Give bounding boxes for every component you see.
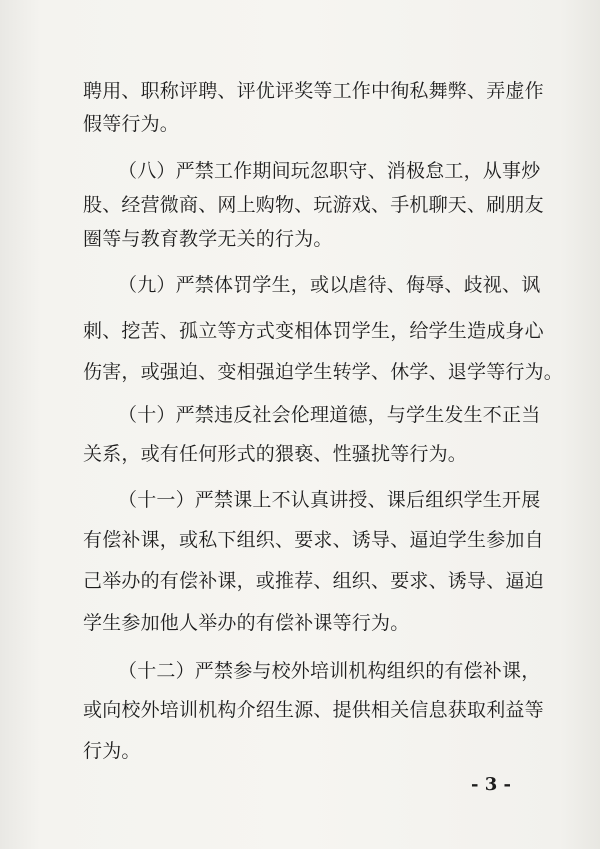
text-line: 股、经营微商、网上购物、玩游戏、手机聊天、刷朋友 [83,194,544,216]
text-line: （十一）严禁课上不认真讲授、课后组织学生开展 [118,489,541,511]
page-number: - 3 - [471,774,511,795]
text-line: 假等行为。 [83,113,180,135]
text-line: 学生参加他人举办的有偿补课等行为。 [83,612,410,634]
text-line: 或向校外培训机构介绍生源、提供相关信息获取利益等 [83,699,544,721]
text-line: （八）严禁工作期间玩忽职守、消极怠工，从事炒 [118,160,541,182]
text-line: （十二）严禁参与校外培训机构组织的有偿补课， [118,660,541,682]
text-line: （十）严禁违反社会伦理道德，与学生发生不正当 [118,404,541,426]
text-line: 有偿补课，或私下组织、要求、诱导、逼迫学生参加自 [83,529,544,551]
text-line: （九）严禁体罚学生，或以虐待、侮辱、歧视、讽 [118,274,541,296]
text-line: 行为。 [83,740,141,762]
text-line: 关系，或有任何形式的猥亵、性骚扰等行为。 [83,443,468,465]
text-line: 聘用、职称评聘、评优评奖等工作中徇私舞弊、弄虚作 [83,80,544,102]
text-line: 圈等与教育教学无关的行为。 [83,228,333,250]
text-line: 伤害，或强迫、变相强迫学生转学、休学、退学等行为。 [83,361,564,383]
text-line: 刺、挖苦、孤立等方式变相体罚学生，给学生造成身心 [83,320,544,342]
text-line: 己举办的有偿补课，或推荐、组织、要求、诱导、逼迫 [83,570,544,592]
